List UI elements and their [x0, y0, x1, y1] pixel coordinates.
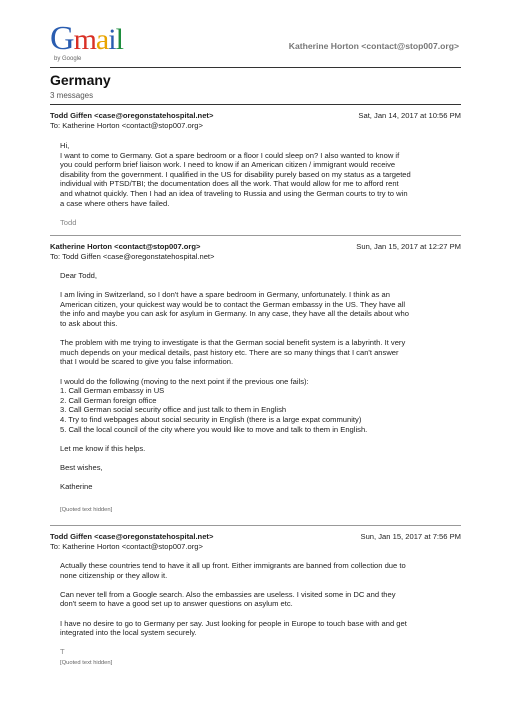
recipient: To: Katherine Horton <contact@stop007.org>: [50, 121, 203, 130]
message-paragraph: Actually these countries tend to have it all up front. Either immigrants are banned from collection due to none citizenship or they allow it.: [60, 561, 406, 580]
recipient: To: Todd Giffen <case@oregonstatehospital.net>: [50, 252, 215, 261]
message-paragraph: Let me know if this helps.: [60, 443, 146, 453]
message-paragraph: I would do the following (moving to the next point if the previous one fails): 1. Call German embassy in US 2. Call German foreign office 3. Call German social security office and just talk to them in English 4. Try to find webpages about social security in English (there is a large expat community) 5. Call the local council of the city where you would like to move and talk to them in English.: [60, 376, 368, 434]
signature: Todd: [60, 217, 77, 227]
message-paragraph: The problem with me trying to investigate is that the German social benefit system is a labyrinth. It very much depends on your medical details, past history etc. There are so many things that I can't answer that I would be scared to give you false information.: [60, 338, 406, 367]
message-date: Sun, Jan 15, 2017 at 12:27 PM: [356, 242, 461, 251]
quoted-text-toggle[interactable]: [Quoted text hidden]: [60, 507, 113, 513]
header-divider: [50, 67, 461, 68]
message-header: [50, 111, 461, 131]
message-paragraph: Best wishes,: [60, 462, 103, 472]
sender: Katherine Horton <contact@stop007.org>: [50, 242, 201, 251]
message-paragraph: I have no desire to go to Germany per say. Just looking for people in Europe to touch base with and get integrated into the local system securely.: [60, 618, 407, 638]
recipient: To: Katherine Horton <contact@stop007.org>: [50, 542, 203, 551]
message-header: [50, 532, 461, 552]
sender: Todd Giffen <case@oregonstatehospital.net>: [50, 532, 214, 541]
subject-divider: [50, 104, 461, 105]
message-count: 3 messages: [50, 91, 94, 100]
sender: Todd Giffen <case@oregonstatehospital.net>: [50, 111, 214, 120]
message-date: Sat, Jan 14, 2017 at 10:56 PM: [358, 111, 461, 120]
thread-subject: Germany: [50, 72, 111, 88]
logo-byline: by Google: [54, 56, 82, 62]
message-date: Sun, Jan 15, 2017 at 7:56 PM: [360, 532, 461, 541]
account-email: Katherine Horton <contact@stop007.org>: [288, 41, 459, 51]
message-paragraph: Dear Todd,: [60, 271, 98, 280]
message-paragraph: Can never tell from a Google search. Also the embassies are useless. I visited some in DC and they don't seem to have a good set up to answer questions on asylum etc.: [60, 589, 396, 609]
gmail-logo: [50, 20, 130, 66]
message-header: [50, 242, 461, 262]
quoted-text-toggle[interactable]: [Quoted text hidden]: [60, 660, 113, 666]
message-body: [60, 561, 455, 657]
gmail-logo-word: Gmail: [50, 20, 123, 57]
message-body: [60, 141, 455, 237]
signature: Katherine: [60, 482, 93, 492]
signature: T: [60, 647, 65, 657]
message-body: [60, 271, 455, 501]
message-divider: [50, 235, 461, 236]
message-paragraph: I am living in Switzerland, so I don't have a spare bedroom in Germany, unfortunately. I think as an American citizen, your quickest way would be to contact the German embassy in the US. They have all the info and maybe you can ask for asylum in Germany. In any case, they have all the details about who to ask about this.: [60, 290, 409, 328]
message-divider: [50, 525, 461, 526]
message-paragraph: Hi, I want to come to Germany. Got a spare bedroom or a floor I could sleep on? I also wanted to know if you could perform brief liaison work. I need to know if an American citizen / immigrant would receive disability from the government. I qualified in the US for disability purely based on my status as a targeted individual with PTSD/TBI; the documentation does all the work. That would allow for me to afford rent and whatnot quickly. Then I had an idea of traveling to Russia and using the German courts to try to win a case where others have failed.: [60, 141, 411, 208]
